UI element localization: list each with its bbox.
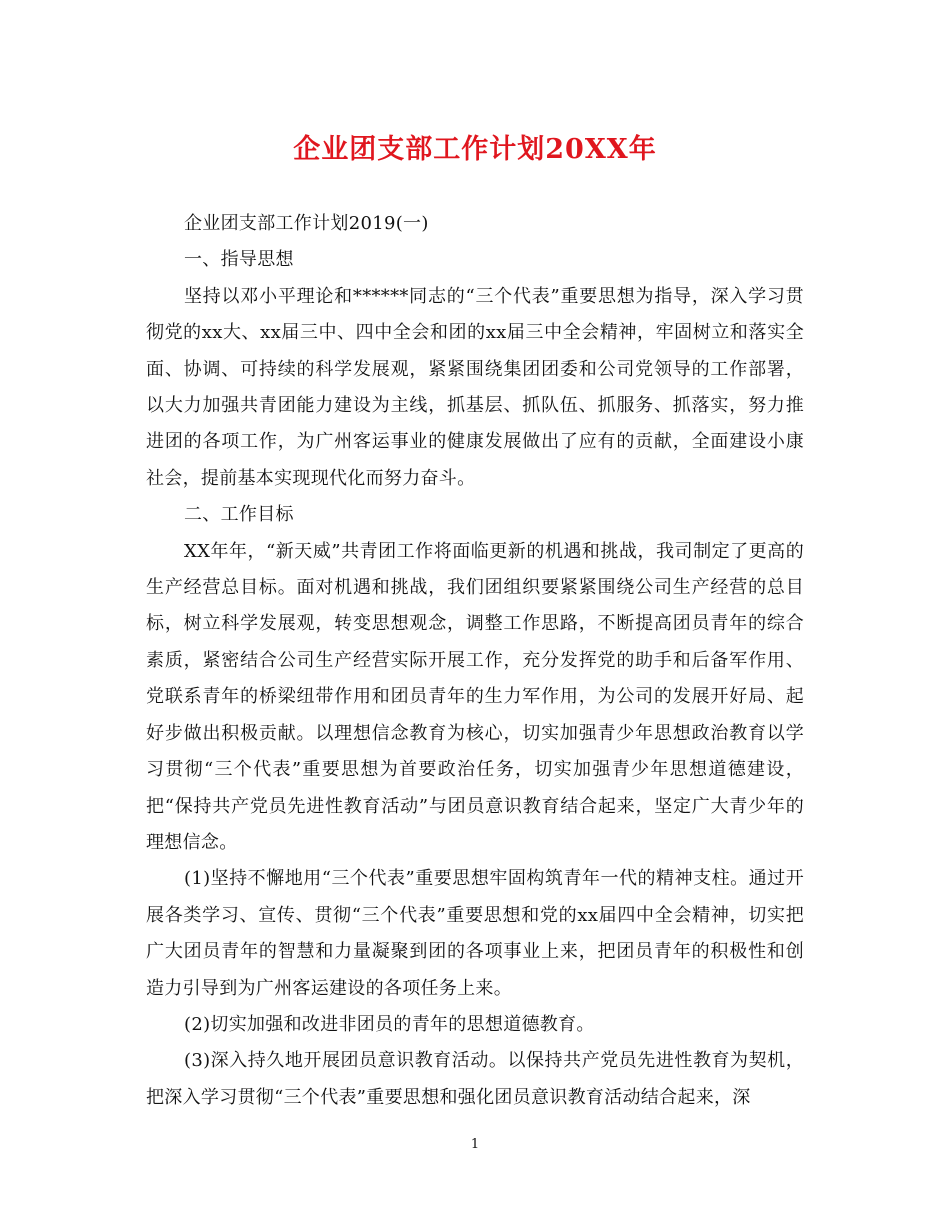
document-title: 企业团支部工作计划20XX年 bbox=[293, 134, 657, 165]
body-paragraph: 坚持以邓小平理论和******同志的“三个代表”重要思想为指导，深入学习贯彻党的xx大、xx届三中、四中全会和团的xx届三中全会精神，牢固树立和落实全面、协调、可持续的科学发展观，紧紧围绕集团团委和公司党领导的工作部署，以大力加强共青团能力建设为主线，抓基层、抓队伍、抓服务、抓落实，努力推进团的各项工作，为广州客运事业的健康发展做出了应有的贡献，全面建设小康社会，提前基本实现现代化而努力奋斗。 bbox=[146, 285, 804, 489]
body-paragraph: (2)切实加强和改进非团员的青年的思想道德教育。 bbox=[184, 1013, 595, 1035]
document-body bbox=[146, 206, 804, 1116]
body-paragraph: (3)深入持久地开展团员意识教育活动。以保持共产党员先进性教育为契机，把深入学习贯彻“三个代表”重要思想和强化团员意识教育活动结合起来，深 bbox=[146, 1050, 804, 1108]
body-paragraph: XX年年，“新天威”共青团工作将面临更新的机遇和挑战，我司制定了更高的生产经营总目标。面对机遇和挑战，我们团组织要紧紧围绕公司生产经营的总目标，树立科学发展观，转变思想观念，调整工作思路，不断提高团员青年的综合素质，紧密结合公司生产经营实际开展工作，充分发挥党的助手和后备军作用、党联系青年的桥梁纽带作用和团员青年的生力军作用，为公司的发展开好局、起好步做出积极贡献。以理想信念教育为核心，切实加强青少年思想政治教育以学习贯彻“三个代表”重要思想为首要政治任务，切实加强青少年思想道德建设，把“保持共产党员先进性教育活动”与团员意识教育结合起来，坚定广大青少年的理想信念。 bbox=[146, 540, 804, 853]
section-heading: 企业团支部工作计划2019(一) bbox=[184, 213, 429, 234]
section-heading: 二、工作目标 bbox=[184, 504, 294, 526]
page-number: 1 bbox=[470, 1137, 480, 1152]
section-heading: 一、指导思想 bbox=[184, 249, 294, 271]
body-paragraph: (1)坚持不懈地用“三个代表”重要思想牢固构筑青年一代的精神支柱。通过开展各类学习、宣传、贯彻“三个代表”重要思想和党的xx届四中全会精神，切实把广大团员青年的智慧和力量凝聚到团的各项事业上来，把团员青年的积极性和创造力引导到为广州客运建设的各项任务上来。 bbox=[146, 868, 804, 999]
